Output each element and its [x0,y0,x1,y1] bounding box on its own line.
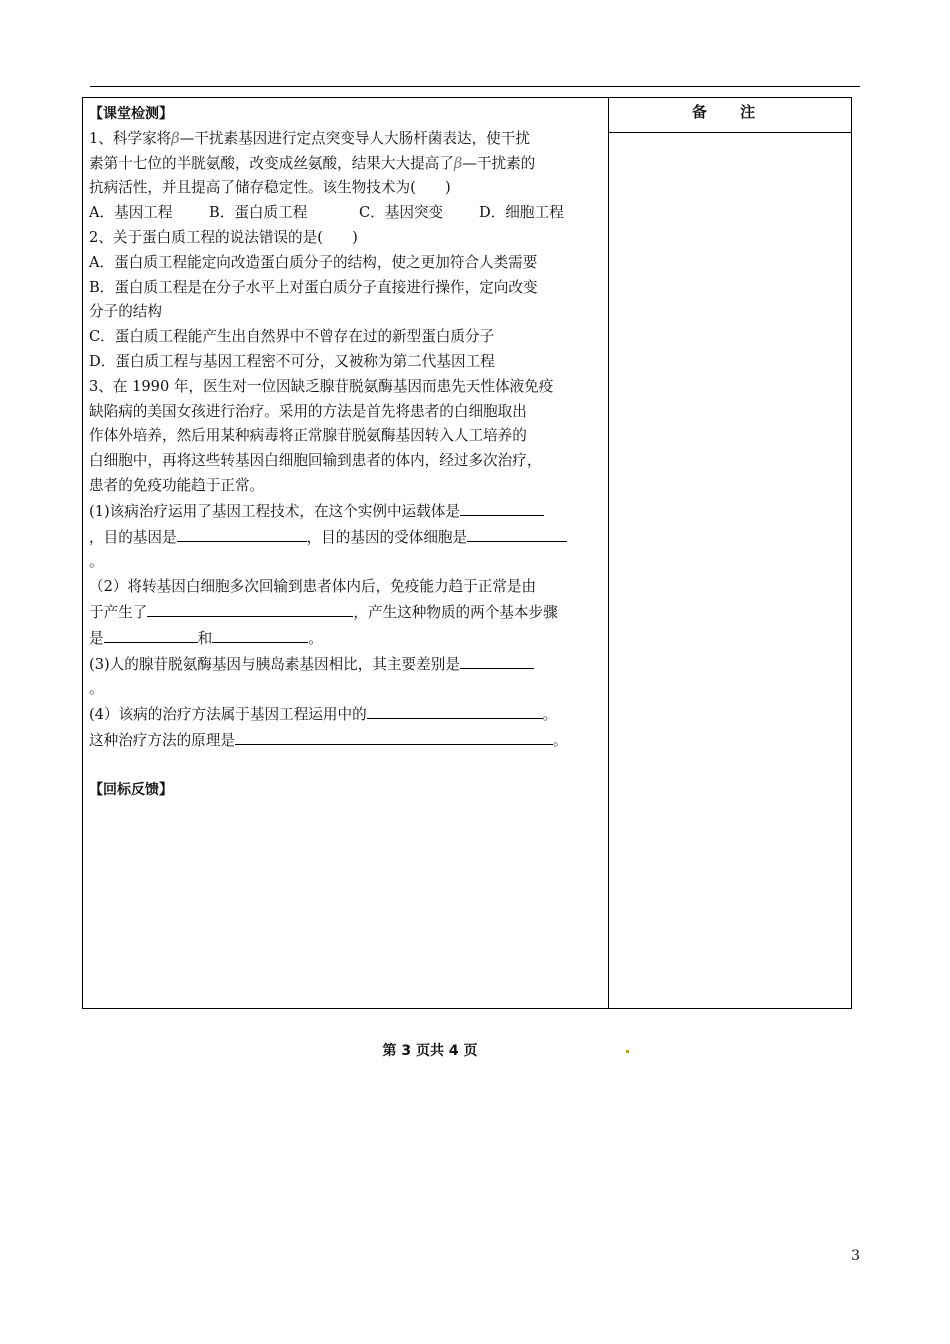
q1-line3: 抗病活性，并且提高了储存稳定性。该生物技术为( ) [89,179,451,197]
q2-option-a: A．蛋白质工程能定向改造蛋白质分子的结构，使之更加符合人类需要 [89,253,538,271]
column-divider [608,98,609,1008]
q3-part2: （2）将转基因白细胞多次回输到患者体内后，免疫能力趋于正常是由 [89,578,537,596]
q2-stem: 2、关于蛋白质工程的说法错误的是( ) [89,228,358,246]
answer-blank-difference[interactable] [460,652,534,669]
beta-symbol: β [171,129,180,147]
answer-blank-target-gene[interactable] [177,525,307,542]
stray-dot [626,1050,629,1053]
q3-part1-cont: ，目的基因是 ，目的基因的受体细胞是 [89,525,604,551]
q3-part2-cont: 于产生了 ，产生这种物质的两个基本步骤 [89,600,604,626]
option-d: D．细胞工程 [479,204,564,222]
answer-blank-recipient-cell[interactable] [467,525,567,542]
option-b: B．蛋白质工程 [209,204,308,222]
q3-line5: 患者的免疫功能趋于正常。 [89,476,265,494]
remarks-header: 备 注 [609,98,852,133]
answer-blank-application[interactable] [367,702,543,719]
q3-line3: 作体外培养，然后用某种病毒将正常腺苷脱氨酶基因转入人工培养的 [89,427,527,445]
page-footer: 第 3 页共 4 页 [382,1043,478,1059]
q3-line4: 白细胞中，再将这些转基因白细胞回输到患者的体内，经过多次治疗， [89,452,542,470]
header-rule [90,86,860,87]
q1-line1: 1、科学家将β—干扰素基因进行定点突变导人大肠杆菌表达，使干扰 [89,129,530,147]
main-column [89,102,604,803]
q3-line2: 缺陷病的美国女孩进行治疗。采用的方法是首先将患者的白细胞取出 [89,402,527,420]
q3-part3-end: 。 [89,680,104,698]
beta-symbol: β [453,154,463,172]
q3-line1: 3、在 1990 年，医生对一位因缺乏腺苷脱氨酶基因而患先天性体液免疫 [89,377,554,395]
q3-part1-end: 。 [89,553,104,571]
q3-part4-cont: 这种治疗方法的原理是 。 [89,728,604,754]
q2-option-b: B．蛋白质工程是在分子水平上对蛋白质分子直接进行操作，定向改变 [89,278,538,296]
q3-part4: (4）该病的治疗方法属于基因工程运用中的 。 [89,702,604,728]
q2-option-c: C．蛋白质工程能产生出自然界中不曾存在过的新型蛋白质分子 [89,328,495,346]
q3-part1: (1)该病治疗运用了基因工程技术，在这个实例中运载体是 [89,499,604,525]
answer-blank-step1[interactable] [104,626,198,643]
answer-blank-substance[interactable] [147,600,353,617]
q3-part2-steps: 是 和 。 [89,626,604,652]
section-title-check: 【课堂检测】 [89,106,173,122]
q3-part3: (3)人的腺苷脱氨酶基因与胰岛素基因相比，其主要差别是 [89,652,604,678]
q2-option-d: D．蛋白质工程与基因工程密不可分，又被称为第二代基因工程 [89,352,495,370]
option-c: C．基因突变 [359,204,444,222]
answer-blank-vector[interactable] [460,499,544,516]
worksheet-table [82,97,852,1009]
q1-options [89,201,604,226]
section-title-feedback: 【回标反馈】 [89,781,173,798]
q2-option-b-cont: 分子的结构 [89,303,162,321]
answer-blank-step2[interactable] [212,626,308,643]
page-number: 3 [851,1248,860,1264]
q1-line2: 素第十七位的半胱氨酸，改变成丝氨酸，结果大大提高了β—干扰素的 [89,154,536,172]
answer-blank-principle[interactable] [235,728,553,745]
option-a: A．基因工程 [89,204,173,222]
